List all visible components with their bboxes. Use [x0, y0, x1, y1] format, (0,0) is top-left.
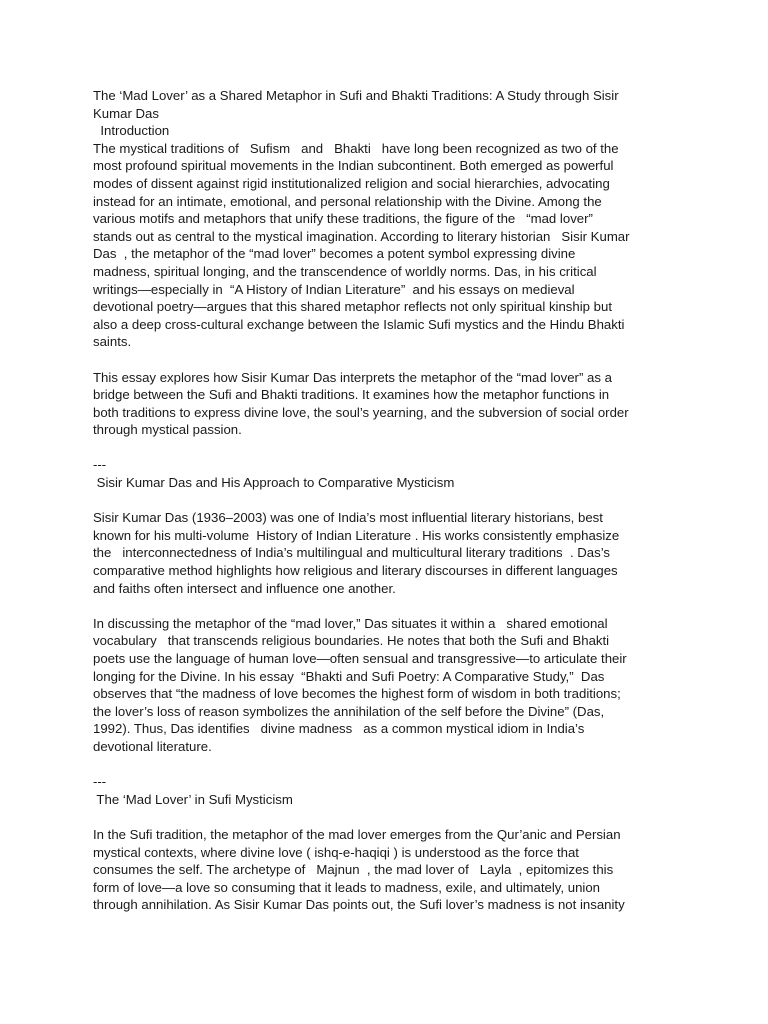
- text-line: observes that “the madness of love becomes the highest form of wisdom in both traditions;: [93, 686, 621, 702]
- paragraph-gap: [93, 439, 683, 457]
- text-line: consumes the self. The archetype of Majnun , the mad lover of Layla , epitomizes this: [93, 862, 614, 878]
- text-line: 1992). Thus, Das identifies divine madness as a common mystical idiom in India’s: [93, 721, 585, 737]
- text-line: Kumar Das: [93, 105, 159, 121]
- text-line: instead for an intimate, emotional, and personal relationship with the Divine. Among the: [93, 193, 602, 209]
- text-line: The ‘Mad Lover’ in Sufi Mysticism: [93, 791, 293, 807]
- paragraph-gap: [93, 597, 683, 615]
- text-line: Das , the metaphor of the “mad lover” becomes a potent symbol expressing divine: [93, 246, 576, 262]
- text-line: bridge between the Sufi and Bhakti traditions. It examines how the metaphor functions in: [93, 387, 610, 403]
- text-line: also a deep cross-cultural exchange between the Islamic Sufi mystics and the Hindu Bhakti: [93, 316, 625, 332]
- text-line: through annihilation. As Sisir Kumar Das points out, the Sufi lover’s madness is not insanity: [93, 897, 625, 913]
- text-line: stands out as central to the mystical imagination. According to literary historian Sisir Kumar: [93, 228, 630, 244]
- text-line: writings—especially in “A History of Indian Literature” and his essays on medieval: [93, 281, 575, 297]
- text-line: modes of dissent against rigid institutionalized religion and social hierarchies, advocating: [93, 175, 610, 191]
- text-line: In discussing the metaphor of the “mad lover,” Das situates it within a shared emotional: [93, 615, 608, 631]
- text-line: most profound spiritual movements in the Indian subcontinent. Both emerged as powerful: [93, 158, 614, 174]
- text-line: Introduction: [93, 123, 170, 139]
- text-line: known for his multi-volume History of Indian Literature . His works consistently emphasize: [93, 527, 620, 543]
- paragraph-gap: [93, 351, 683, 369]
- text-line: through mystical passion.: [93, 422, 242, 438]
- text-line: Sisir Kumar Das and His Approach to Comparative Mysticism: [93, 475, 455, 491]
- document-body: [93, 87, 683, 914]
- text-line: This essay explores how Sisir Kumar Das interprets the metaphor of the “mad lover” as a: [93, 369, 612, 385]
- text-line: various motifs and metaphors that unify these traditions, the figure of the “mad lover”: [93, 211, 593, 227]
- text-line: The ‘Mad Lover’ as a Shared Metaphor in Sufi and Bhakti Traditions: A Study through Sisir: [93, 88, 619, 103]
- text-line: devotional literature.: [93, 738, 212, 754]
- paragraph-gap: [93, 756, 683, 774]
- text-line: Sisir Kumar Das (1936–2003) was one of India’s most influential literary historians, best: [93, 510, 603, 526]
- paragraph-gap: [93, 808, 683, 826]
- text-line: vocabulary that transcends religious boundaries. He notes that both the Sufi and Bhakti: [93, 633, 610, 649]
- text-line: poets use the language of human love—often sensual and transgressive—to articulate their: [93, 651, 627, 666]
- text-line: form of love—a love so consuming that it leads to madness, exile, and ultimately, union: [93, 879, 601, 895]
- text-line: saints.: [93, 334, 132, 350]
- text-line: both traditions to express divine love, the soul’s yearning, and the subversion of social order: [93, 404, 629, 420]
- section-separator: ---: [93, 457, 107, 473]
- text-line: longing for the Divine. In his essay “Bhakti and Sufi Poetry: A Comparative Study,” Das: [93, 668, 605, 684]
- text-line: mystical contexts, where divine love ( ishq-e-haqiqi ) is understood as the force that: [93, 844, 579, 860]
- text-line: The mystical traditions of Sufism and Bhakti have long been recognized as two of the: [93, 140, 619, 156]
- section-separator: ---: [93, 774, 107, 790]
- text-line: madness, spiritual longing, and the transcendence of worldly norms. Das, in his critical: [93, 263, 597, 279]
- text-line: the interconnectedness of India’s multilingual and multicultural literary traditions . Das’s: [93, 545, 611, 561]
- text-line: comparative method highlights how religious and literary discourses in different languages: [93, 563, 618, 579]
- text-line: In the Sufi tradition, the metaphor of the mad lover emerges from the Qur’anic and Persian: [93, 826, 621, 842]
- paragraph-gap: [93, 492, 683, 510]
- text-line: and faiths often intersect and influence one another.: [93, 580, 396, 596]
- text-line: devotional poetry—argues that this shared metaphor reflects not only spiritual kinship but: [93, 299, 612, 315]
- text-line: the lover’s loss of reason symbolizes the annihilation of the self before the Divine” (Das,: [93, 703, 605, 719]
